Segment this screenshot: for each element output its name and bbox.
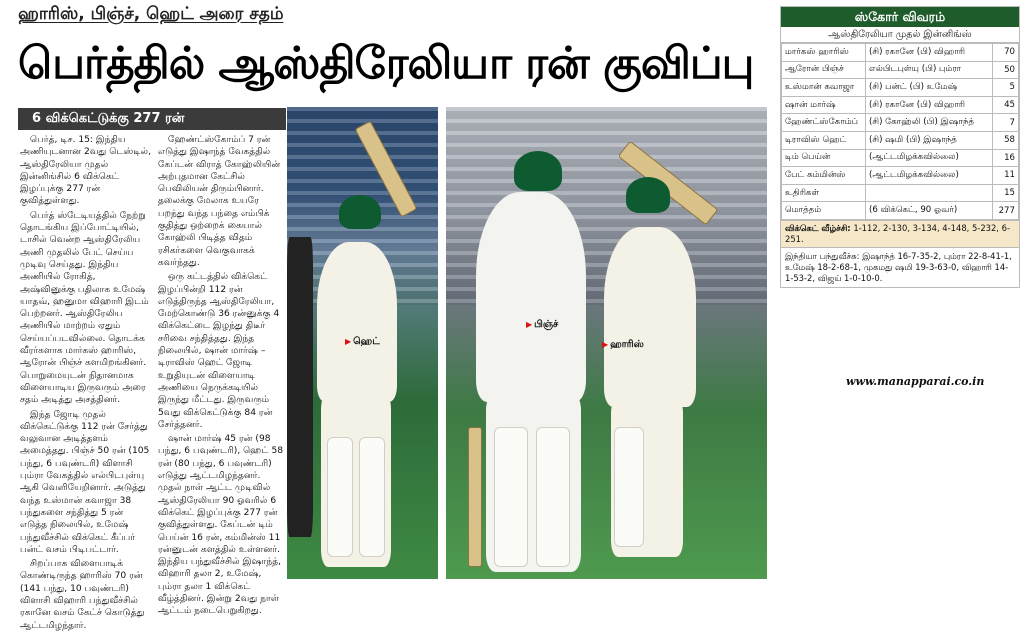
paragraph: ஷான் மார்ஷ் 45 ரன் (98 பந்து, 6 பவுண்டரி), ஹெட் 58 ரன் (80 பந்து, 6 பவுண்டரி) எடுத்து ஆட்டமிழந்தனர். முதல் நாள் ஆட்ட முடிவில் ஆஸ்திரேலியா 90 ஓவரில் 6 விக்கெட் இழப்புக்கு 277 ரன் குவித்துள்ளது. கேப்டன் டிம் பெய்ன் 16 ரன், கம்மின்ஸ் 11 ரன்னுடன் களத்தில் உள்ளனர். இந்திய பந்துவீச்சில் இஷாந்த், விஹாரி தலா 2, உமேஷ், பும்ரா தலா 1 விக்கெட் வீழ்த்தினர். இன்று 2வது நாள் ஆட்டம் நடைபெறுகிறது. [158,434,284,617]
article-subhead: 6 விக்கெட்டுக்கு 277 ரன் [18,108,286,130]
dismissal: (சி) ரகானே (பி) விஹாரி [866,44,993,62]
finch-bat [468,427,482,567]
finch-helmet [514,151,562,191]
caption-text: பிஞ்ச் [534,319,559,330]
article-headline: பெர்த்தில் ஆஸ்திரேலியா ரன் குவிப்பு [18,38,754,89]
photo-travis-head [287,107,438,579]
batter-name: உஸ்மான் கவாஜா [782,79,866,97]
dismissal: (6 விக்கெட், 90 ஓவர்) [866,202,993,220]
dismissal: (சி) ஷமி (பி) இஷாந்த் [866,131,993,149]
batter-name: டிராவிஸ் ஹெட் [782,131,866,149]
paragraph: ஒரு கட்டத்தில் விக்கெட் இழப்பின்றி 112 ரன் எடுத்திருந்த ஆஸ்திரேலியா, மேற்கொண்டு 36 ரன்னுக்கு 4 விக்கெட்டை இழந்து திடீர் சரிவை சந்தித்தது. இந்த நிலையில், ஷான் மார்ஷ் – டிராவிஸ் ஹெட் ஜோடி உறுதியுடன் விளையாடி அணியை நெருக்கடியில் இருந்து மீட்டது. இருவரும் 5வது விக்கெட்டுக்கு 84 ரன் சேர்த்தனர். [158,272,280,430]
dismissal: (சி) கோஹ்லி (பி) இஷாந்த் [866,114,993,132]
batter-name: ஷான் மார்ஷ் [782,96,866,114]
batting-row [782,44,1019,62]
paragraph: ஹேண்ட்ஸ்கோம்ப் 7 ரன் எடுத்து இஷாந்த் வேகத்தில் கேப்டன் விராத் கோஹ்லியின் அற்புதமான கேட்சில் பெவிலியன் திரும்பினார். தலைக்கு மேலாக உயரே பறந்து வந்த பந்தை எம்பிக் குதித்து ஒற்றைக் கையால் கோஹ்லி பிடித்த விதம் ரசிகர்களை வெகுவாகக் கவர்ந்தது. [158,135,281,268]
batting-row [782,131,1019,149]
batting-row [782,61,1019,79]
article-column-1 [20,134,153,631]
harris-body [604,227,696,407]
leg-pad [614,427,644,547]
batsman-body [317,242,397,402]
batter-name: மொத்தம் [782,202,866,220]
dismissal: (சி) பன்ட் (பி) உமேஷ் [866,79,993,97]
scorecard-title: ஸ்கோர் விவரம் [781,7,1019,27]
leg-pad [494,427,528,567]
helmet [339,195,381,229]
runs: 5 [993,79,1019,97]
leg-pad [327,437,353,557]
batter-name: ஆரோன் பிஞ்ச் [782,61,866,79]
scorecard-subtitle: ஆஸ்திரேலியா முதல் இன்னிங்ஸ் [781,27,1019,43]
runs: 11 [993,167,1019,185]
photo-caption-finch [526,319,558,331]
runs: 45 [993,96,1019,114]
bowling-figures: இந்தியா பந்துவீச்சு: இஷாந்த் 16-7-35-2, பும்ரா 22-8-41-1, உமேஷ் 18-2-68-1, முகமது ஷமி 19-3-63-0, விஹாரி 14-1-53-2, விஜய் 1-0-10-0. [781,247,1019,287]
batter-name: மார்கஸ் ஹாரிஸ் [782,44,866,62]
dismissal: எல்பிடபுள்யு (பி) பும்ரா [866,61,993,79]
finch-body [476,192,586,402]
fow-values: 1-112, 2-130, 3-134, 4-148, 5-232, 6-251. [785,222,1010,244]
dismissal: (ஆட்டமிழக்கவில்லை) [866,167,993,185]
batting-row [782,202,1019,220]
caption-marker-icon: ▶ [345,337,352,346]
umpire-figure [287,237,313,537]
batting-row [782,149,1019,167]
caption-text: ஹாரிஸ் [610,339,644,350]
runs: 15 [993,184,1019,202]
runs: 58 [993,131,1019,149]
batting-row [782,167,1019,185]
fall-of-wickets [781,220,1019,247]
fow-label: விக்கெட் வீழ்ச்சி: [785,222,851,233]
leg-pad [359,437,385,557]
runs: 70 [993,44,1019,62]
batter-name: டிம் பெய்ன் [782,149,866,167]
runs: 50 [993,61,1019,79]
batting-row [782,114,1019,132]
paragraph: இந்த ஜோடி முதல் விக்கெட்டுக்கு 112 ரன் சேர்த்து வலுவான அடித்தளம் அமைத்தது. பிஞ்ச் 50 ரன் (105 பந்து, 6 பவுண்டரி) விளாசி பும்ரா வேகத்தில் எல்பிடபுள்யு ஆகி வெளியேறினார். அடுத்து வந்த உஸ்மான் கவாஜா 38 பந்துகளை சந்தித்து 5 ரன் எடுத்த நிலையில், உமேஷ் பந்துவீச்சில் விக்கெட் கீப்பர் பன்ட் வசம் பிடிபட்டார். [20,409,150,555]
paragraph: சிறப்பாக விளையாடிக் கொண்டிருந்த ஹாரிஸ் 70 ரன் (141 பந்து, 10 பவுண்டரி) விளாசி விஹாரி பந்துவீச்சில் ரகானே வசம் கேட்ச் கொடுத்து ஆட்டமிழந்தார். [20,559,145,631]
batting-row [782,96,1019,114]
caption-marker-icon: ▶ [602,340,609,349]
article-kicker: ஹாரிஸ், பிஞ்ச், ஹெட் அரை சதம் [18,4,284,24]
batter-name: ஹேண்ட்ஸ்கோம்ப் [782,114,866,132]
caption-marker-icon: ▶ [526,320,533,329]
batter-name: உதிரிகள் [782,184,866,202]
dismissal: (சி) ரகானே (பி) விஹாரி [866,96,993,114]
paragraph: பெர்த், டிச. 15: இந்திய அணியுடனான 2வது டெஸ்டில், ஆஸ்திரேலியா முதல் இன்னிங்சில் 6 விக்கெட் இழப்புக்கு 277 ரன் குவித்துள்ளது. [20,135,151,207]
photo-caption-harris [602,339,644,351]
leg-pad [536,427,570,567]
runs: 7 [993,114,1019,132]
runs: 16 [993,149,1019,167]
batting-row [782,79,1019,97]
caption-text: ஹெட் [353,336,380,347]
dismissal [866,184,993,202]
article-column-2 [158,134,286,617]
website-url: www.manapparai.co.in [846,375,985,388]
dismissal: (ஆட்டமிழக்கவில்லை) [866,149,993,167]
photo-caption-head [345,336,380,348]
photo-finch-harris [446,107,767,579]
harris-helmet [626,177,670,213]
runs: 277 [993,202,1019,220]
scorecard [780,6,1020,288]
batting-table [781,43,1019,220]
batting-row [782,184,1019,202]
paragraph: பெர்த் ஸ்டேடியத்தில் நேற்று தொடங்கிய இப்போட்டியில், டாசில் வென்ற ஆஸ்திரேலிய அணி முதலில் பேட் செய்ய முடிவு செய்தது. இந்திய அணியில் ரோகித், அஷ்வினுக்கு பதிலாக உமேஷ் யாதவ், ஹனுமா விஹாரி இடம் பெற்றனர். ஆஸ்திரேலிய அணியில் மாற்றம் ஏதும் செய்யப்படவில்லை. தொடக்க வீரர்களாக மார்கஸ் ஹாரிஸ், ஆரோன் பிஞ்ச் களமிறங்கினர். பொறுமையுடன் நிதானமாக விளையாடிய இருவரும் அரை சதம் அடித்து அசத்தினர். [20,210,149,406]
batter-name: பேட் கம்மின்ஸ் [782,167,866,185]
